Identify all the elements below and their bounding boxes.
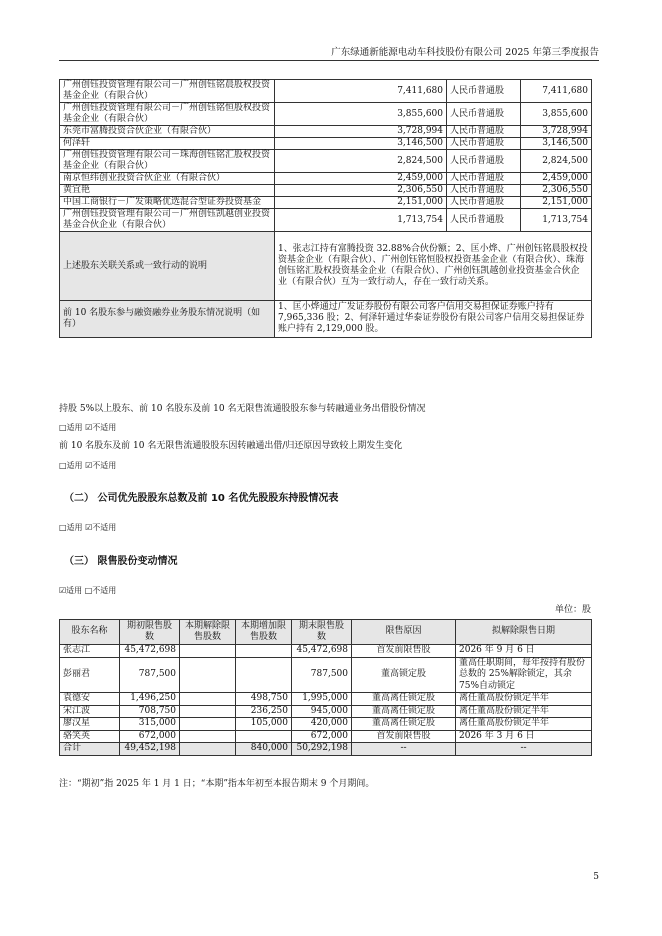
closing-restricted: 45,472,698	[292, 645, 352, 658]
release-date: 2026 年 3 月 6 日	[456, 730, 592, 743]
relation-row	[60, 232, 592, 301]
release-date: 离任董高股份锁定半年	[456, 718, 592, 731]
share-count: 3,146,500	[521, 138, 592, 150]
holder-shares: 7,411,680	[275, 80, 447, 103]
holder-name: 廖汉星	[60, 718, 120, 731]
released	[180, 743, 236, 756]
restriction-reason: --	[352, 743, 456, 756]
holder-shares: 2,459,000	[275, 173, 447, 185]
change-option: □适用 ☑不适用	[59, 461, 117, 470]
share-type: 人民币普通股	[447, 150, 521, 173]
lending-text: 持股 5%以上股东、前 10 名股东及前 10 名无限售流通股股东参与转融通业务出借股份情况	[59, 404, 426, 414]
share-type: 人民币普通股	[447, 173, 521, 185]
share-type: 人民币普通股	[447, 126, 521, 138]
restriction-reason: 首发前限售股	[352, 645, 456, 658]
holder-row	[60, 80, 592, 103]
change-text: 前 10 名股东及前 10 名无限售流通股股东因转融通出借/归还原因导致较上期发生变化	[59, 441, 403, 451]
added	[236, 657, 292, 693]
share-count: 2,459,000	[521, 173, 592, 185]
closing-restricted: 787,500	[292, 657, 352, 693]
unit-label: 单位：股	[554, 605, 591, 615]
added: 498,750	[236, 693, 292, 706]
margin-row	[60, 301, 592, 338]
top-holders-table	[59, 79, 592, 338]
holder-name: 骆笑英	[60, 730, 120, 743]
holder-row	[60, 173, 592, 185]
holder-row	[60, 103, 592, 126]
holder-shares: 2,151,000	[275, 197, 447, 209]
opening-restricted: 45,472,698	[120, 645, 180, 658]
holder-name: 中国工商银行－广发策略优选混合型证券投资基金	[60, 197, 275, 209]
holder-row	[60, 126, 592, 138]
holder-shares: 3,146,500	[275, 138, 447, 150]
relation-text: 1、张志江持有富腾投资 32.88%合伙份额；2、匡小烨、广州创钰铭晨股权投资基金企业（有限合伙）、广州创钰铭恒股权投资基金企业（有限合伙）、珠海创钰铭汇股权投资基金企业（有限合伙）、广州创钰凯越创业投资基金合伙企业（有限合伙）互为一致行动人，存在一致行动关系。	[275, 232, 592, 301]
opening-restricted: 1,496,250	[120, 693, 180, 706]
total-label: 合计	[60, 743, 120, 756]
holder-name: 彭丽君	[60, 657, 120, 693]
section-preferred-title: （二） 公司优先股股东总数及前 10 名优先股股东持股情况表	[64, 493, 339, 504]
column-header: 限售原因	[352, 620, 456, 645]
restricted-shares-table	[59, 619, 592, 756]
lending-option: □适用 ☑不适用	[59, 423, 117, 432]
opening-restricted: 49,452,198	[120, 743, 180, 756]
released	[180, 718, 236, 731]
opening-restricted: 315,000	[120, 718, 180, 731]
column-header: 本期增加限售股数	[236, 620, 292, 645]
holder-name: 黄宜艳	[60, 185, 275, 197]
restricted-row	[60, 705, 592, 718]
share-type: 人民币普通股	[447, 103, 521, 126]
holder-shares: 2,306,550	[275, 185, 447, 197]
released	[180, 705, 236, 718]
release-date: 离任董高股份锁定半年	[456, 705, 592, 718]
closing-restricted: 420,000	[292, 718, 352, 731]
holder-shares: 3,855,600	[275, 103, 447, 126]
restriction-reason: 董高离任锁定股	[352, 705, 456, 718]
column-header: 股东名称	[60, 620, 120, 645]
release-date: 董高任职期间，每年按持有股份总数的 25%解除锁定，其余 75%自动锁定	[456, 657, 592, 693]
released	[180, 657, 236, 693]
margin-label: 前 10 名股东参与融资融券业务股东情况说明（如有）	[60, 301, 275, 338]
released	[180, 645, 236, 658]
added	[236, 730, 292, 743]
share-count: 2,824,500	[521, 150, 592, 173]
restricted-row	[60, 730, 592, 743]
restricted-row	[60, 657, 592, 693]
relation-label: 上述股东关联关系或一致行动的说明	[60, 232, 275, 301]
share-type: 人民币普通股	[447, 209, 521, 232]
closing-restricted: 672,000	[292, 730, 352, 743]
closing-restricted: 50,292,198	[292, 743, 352, 756]
share-type: 人民币普通股	[447, 80, 521, 103]
holder-name: 南京恒纬创业投资合伙企业（有限合伙）	[60, 173, 275, 185]
share-count: 7,411,680	[521, 80, 592, 103]
restriction-reason: 董高离任锁定股	[352, 693, 456, 706]
release-date: --	[456, 743, 592, 756]
added: 105,000	[236, 718, 292, 731]
share-count: 1,713,754	[521, 209, 592, 232]
holder-row	[60, 185, 592, 197]
holder-name: 广州创钰投资管理有限公司－广州创钰铭恒股权投资基金企业（有限合伙）	[60, 103, 275, 126]
released	[180, 730, 236, 743]
section-restricted-title: （三） 限售股份变动情况	[64, 556, 178, 567]
column-header: 期末限售股数	[292, 620, 352, 645]
share-count: 3,728,994	[521, 126, 592, 138]
holder-shares: 1,713,754	[275, 209, 447, 232]
share-count: 2,151,000	[521, 197, 592, 209]
total-row	[60, 743, 592, 756]
restricted-row	[60, 693, 592, 706]
column-header: 拟解除限售日期	[456, 620, 592, 645]
opening-restricted: 708,750	[120, 705, 180, 718]
closing-restricted: 1,995,000	[292, 693, 352, 706]
holder-name: 东莞市富腾投资合伙企业（有限合伙）	[60, 126, 275, 138]
release-date: 2026 年 9 月 6 日	[456, 645, 592, 658]
holder-name: 何泽轩	[60, 138, 275, 150]
page-number: 5	[593, 872, 599, 882]
share-type: 人民币普通股	[447, 185, 521, 197]
holder-row	[60, 150, 592, 173]
holder-row	[60, 209, 592, 232]
column-header: 本期解除限售股数	[180, 620, 236, 645]
holder-name: 广州创钰投资管理有限公司－珠海创钰铭汇股权投资基金企业（有限合伙）	[60, 150, 275, 173]
added: 236,250	[236, 705, 292, 718]
holder-shares: 2,824,500	[275, 150, 447, 173]
column-header: 期初限售股数	[120, 620, 180, 645]
release-date: 离任董高股份锁定半年	[456, 693, 592, 706]
closing-restricted: 945,000	[292, 705, 352, 718]
share-type: 人民币普通股	[447, 138, 521, 150]
holder-row	[60, 197, 592, 209]
opening-restricted: 787,500	[120, 657, 180, 693]
holder-name: 袁德安	[60, 693, 120, 706]
restriction-reason: 董高离任锁定股	[352, 718, 456, 731]
holder-shares: 3,728,994	[275, 126, 447, 138]
opening-restricted: 672,000	[120, 730, 180, 743]
share-type: 人民币普通股	[447, 197, 521, 209]
report-header: 广东绿通新能源电动车科技股份有限公司 2025 年第三季度报告	[331, 47, 599, 58]
holder-name: 广州创钰投资管理有限公司－广州创钰凯越创业投资基金合伙企业（有限合伙）	[60, 209, 275, 232]
holder-name: 宋江波	[60, 705, 120, 718]
added: 840,000	[236, 743, 292, 756]
restriction-reason: 首发前限售股	[352, 730, 456, 743]
holder-name: 张志江	[60, 645, 120, 658]
preferred-option: □适用 ☑不适用	[59, 523, 117, 532]
margin-text: 1、匡小烨通过广发证券股份有限公司客户信用交易担保证券账户持有 7,965,336 股；2、何泽轩通过华泰证券股份有限公司客户信用交易担保证券账户持有 2,129,000 股。	[275, 301, 592, 338]
holder-name: 广州创钰投资管理有限公司－广州创钰铭晨股权投资基金企业（有限合伙）	[60, 80, 275, 103]
share-count: 2,306,550	[521, 185, 592, 197]
holder-row	[60, 138, 592, 150]
restricted-option: ☑适用 □不适用	[59, 586, 117, 595]
restriction-reason: 董高锁定股	[352, 657, 456, 693]
released	[180, 693, 236, 706]
added	[236, 645, 292, 658]
header-rule	[59, 60, 599, 61]
restricted-row	[60, 718, 592, 731]
restricted-row	[60, 645, 592, 658]
footnote: 注：“期初”指 2025 年 1 月 1 日；“本期”指本年初至本报告期末 9 个月期间。	[59, 779, 375, 789]
share-count: 3,855,600	[521, 103, 592, 126]
